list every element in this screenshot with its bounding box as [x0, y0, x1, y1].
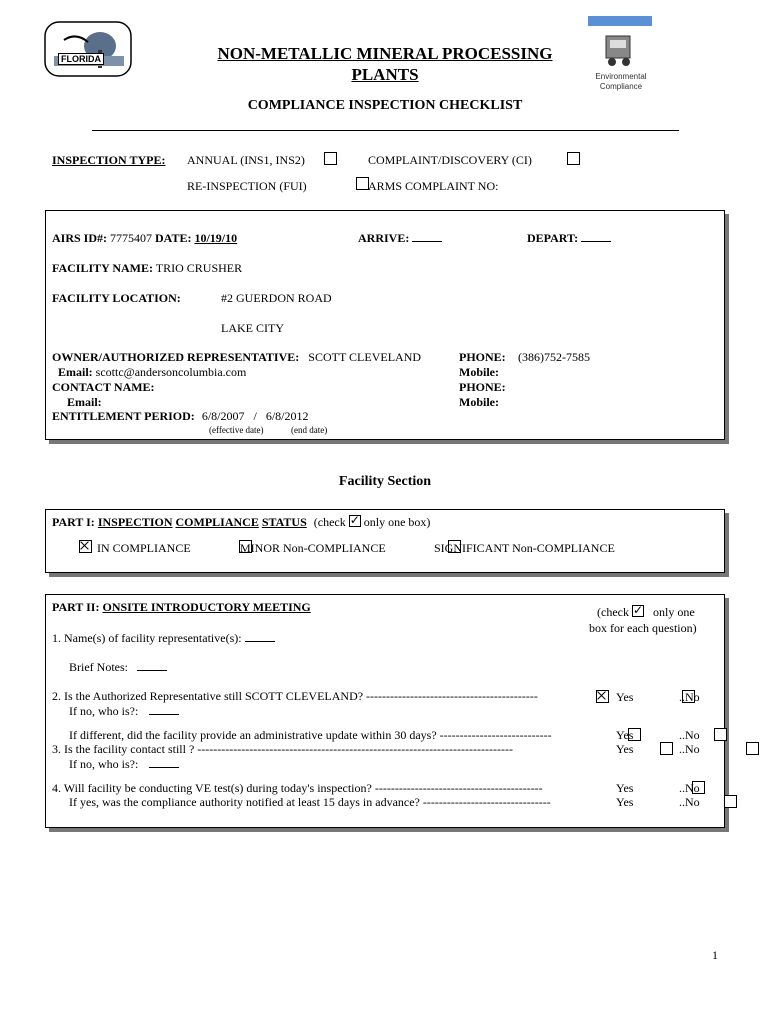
check-mark-icon — [632, 605, 644, 617]
date-label: DATE: — [155, 231, 192, 245]
facility-address-1: #2 GUERDON ROAD — [221, 291, 332, 305]
page-title-line1: NON-METALLIC MINERAL PROCESSING — [217, 44, 553, 63]
truck-icon — [602, 30, 638, 70]
part2-title: ONSITE INTRODUCTORY MEETING — [102, 600, 311, 614]
q4b-yes-label: Yes — [616, 795, 634, 809]
subtitle: COMPLIANCE INSPECTION CHECKLIST — [247, 98, 523, 113]
q1-blank[interactable] — [245, 631, 275, 642]
entitlement-slash: / — [253, 409, 257, 423]
arms-label: ARMS COMPLAINT NO: — [368, 179, 499, 193]
q3-followup — [69, 757, 179, 772]
facility-name: TRIO CRUSHER — [155, 261, 243, 275]
complaint-label: COMPLAINT/DISCOVERY (CI) — [368, 153, 532, 167]
q2c-no-label: ..No — [679, 728, 700, 742]
q2c-yes-label: Yes — [616, 728, 634, 742]
part1-title-c: STATUS — [261, 515, 307, 529]
env-bar — [588, 16, 652, 26]
q2-yes-label: Yes — [616, 690, 634, 704]
florida-logo — [44, 20, 132, 78]
minor-noncompliance-label: MINOR Non-COMPLIANCE — [240, 541, 386, 555]
section-title: Facility Section — [338, 474, 432, 489]
facility-name-label: FACILITY NAME: — [52, 261, 153, 275]
q2-followup — [69, 704, 179, 719]
owner-email: scottc@andersoncolumbia.com — [95, 365, 247, 379]
q4b-no-label: ..No — [679, 795, 700, 809]
contact-email-label: Email: — [67, 395, 102, 409]
facility-info-box — [45, 210, 725, 440]
part2-heading — [52, 600, 311, 615]
phone2-label: PHONE: — [459, 380, 506, 394]
mobile-label: Mobile: — [459, 365, 499, 379]
logo-text: FLORIDA — [58, 53, 104, 65]
brief-notes — [69, 660, 167, 675]
mobile2-label: Mobile: — [459, 395, 499, 409]
airs-row — [52, 231, 237, 246]
q3b-blank[interactable] — [149, 757, 179, 768]
q3-yes-label: Yes — [616, 742, 634, 756]
effective-date-note: (effective date) — [209, 425, 264, 435]
inspection-type-label: INSPECTION TYPE: — [52, 153, 166, 167]
owner-email-row — [58, 365, 246, 380]
entitlement-start: 6/8/2007 — [201, 409, 245, 423]
owner-email-label: Email: — [58, 365, 93, 379]
arrive-blank[interactable] — [412, 231, 442, 242]
end-date-note: (end date) — [291, 425, 328, 435]
annual-option — [187, 153, 305, 168]
entitlement-label: ENTITLEMENT PERIOD: — [52, 409, 195, 423]
facility-location-label: FACILITY LOCATION: — [52, 291, 181, 305]
part1-check-post: only one box) — [363, 515, 431, 529]
q4-yes-label: Yes — [616, 781, 634, 795]
check-mark-icon — [349, 515, 361, 527]
q3-no-checkbox[interactable] — [746, 742, 759, 755]
part1-title-b: COMPLIANCE — [175, 515, 259, 529]
question-1 — [52, 631, 275, 646]
q3-no-label: ..No — [679, 742, 700, 756]
depart-label: DEPART: — [527, 231, 579, 245]
env-compliance-logo — [588, 16, 654, 92]
part1-label: PART I: — [52, 515, 95, 529]
contact-label: CONTACT NAME: — [52, 380, 155, 394]
q3b-text: If no, who is?: — [69, 757, 139, 771]
owner-row — [52, 350, 421, 365]
entitlement-row — [52, 409, 309, 424]
reinspection-label: RE-INSPECTION (FUI) — [187, 179, 307, 193]
q2b-blank[interactable] — [149, 704, 179, 715]
q2c-no-checkbox[interactable] — [714, 728, 727, 741]
annual-checkbox[interactable] — [324, 152, 337, 165]
page-title-line2: PLANTS — [351, 65, 419, 84]
phone-value: (386)752-7585 — [518, 350, 590, 364]
q4b-yes-checkbox[interactable] — [724, 795, 737, 808]
arrive-label: ARRIVE: — [358, 231, 410, 245]
depart-blank[interactable] — [581, 231, 611, 242]
env-label-line1: Environmental — [595, 72, 647, 81]
part1-title-a: INSPECTION — [97, 515, 173, 529]
arrive-field — [358, 231, 442, 246]
owner-label: OWNER/AUTHORIZED REPRESENTATIVE: — [52, 350, 300, 364]
q4b-text: If yes, was the compliance authority notified at least 15 days in advance? -------------------------------- — [69, 795, 551, 809]
phone-label: PHONE: — [459, 350, 506, 364]
part1-check-pre: (check — [313, 515, 346, 529]
facility-name-row — [52, 261, 242, 276]
owner-name: SCOTT CLEVELAND — [308, 350, 422, 364]
brief-notes-label: Brief Notes: — [69, 660, 128, 674]
depart-field — [527, 231, 611, 246]
airs-id: 7775407 — [110, 231, 153, 245]
part1-heading — [52, 515, 430, 530]
page-number: 1 — [712, 948, 718, 962]
in-compliance-checkbox[interactable] — [79, 540, 92, 553]
header-divider — [92, 130, 679, 131]
q2c-text: If different, did the facility provide an administrative update within 30 days? ---------------------------- — [69, 728, 552, 742]
env-label-line2: Compliance — [599, 82, 643, 91]
facility-address-2: LAKE CITY — [221, 321, 284, 335]
q2-yes-checkbox[interactable] — [596, 690, 609, 703]
brief-notes-blank[interactable] — [137, 660, 167, 671]
part2-check-post: only one — [652, 605, 695, 619]
logo-emblem-icon — [44, 20, 132, 78]
q3-yes-checkbox[interactable] — [660, 742, 673, 755]
part2-box — [45, 594, 725, 828]
q3-text: 3. Is the facility contact still ? ------------------------------------------------------------------------------- — [52, 742, 513, 756]
in-compliance-label: IN COMPLIANCE — [97, 541, 191, 555]
q4-no-label: ..No — [679, 781, 700, 795]
q1-text: 1. Name(s) of facility representative(s): — [52, 631, 242, 645]
part2-check-note-line2: box for each question) — [589, 621, 697, 635]
q2b-text: If no, who is?: — [69, 704, 139, 718]
q2-text: 2. Is the Authorized Representative still SCOTT CLEVELAND? ------------------------------------------- — [52, 689, 538, 703]
airs-label: AIRS ID#: — [52, 231, 108, 245]
part2-check-pre: (check — [597, 605, 629, 619]
inspection-date: 10/19/10 — [194, 231, 238, 245]
q2-no-label: ..No — [679, 690, 700, 704]
part1-box — [45, 509, 725, 573]
annual-label: ANNUAL (INS1, INS2) — [187, 153, 305, 167]
part2-label: PART II: — [52, 600, 100, 614]
q4-text: 4. Will facility be conducting VE test(s) during today's inspection? ------------------------------------------ — [52, 781, 543, 795]
entitlement-end: 6/8/2012 — [265, 409, 309, 423]
part2-check-note — [597, 605, 695, 620]
significant-noncompliance-label: SIGNIFICANT Non-COMPLIANCE — [434, 541, 615, 555]
complaint-checkbox[interactable] — [567, 152, 580, 165]
